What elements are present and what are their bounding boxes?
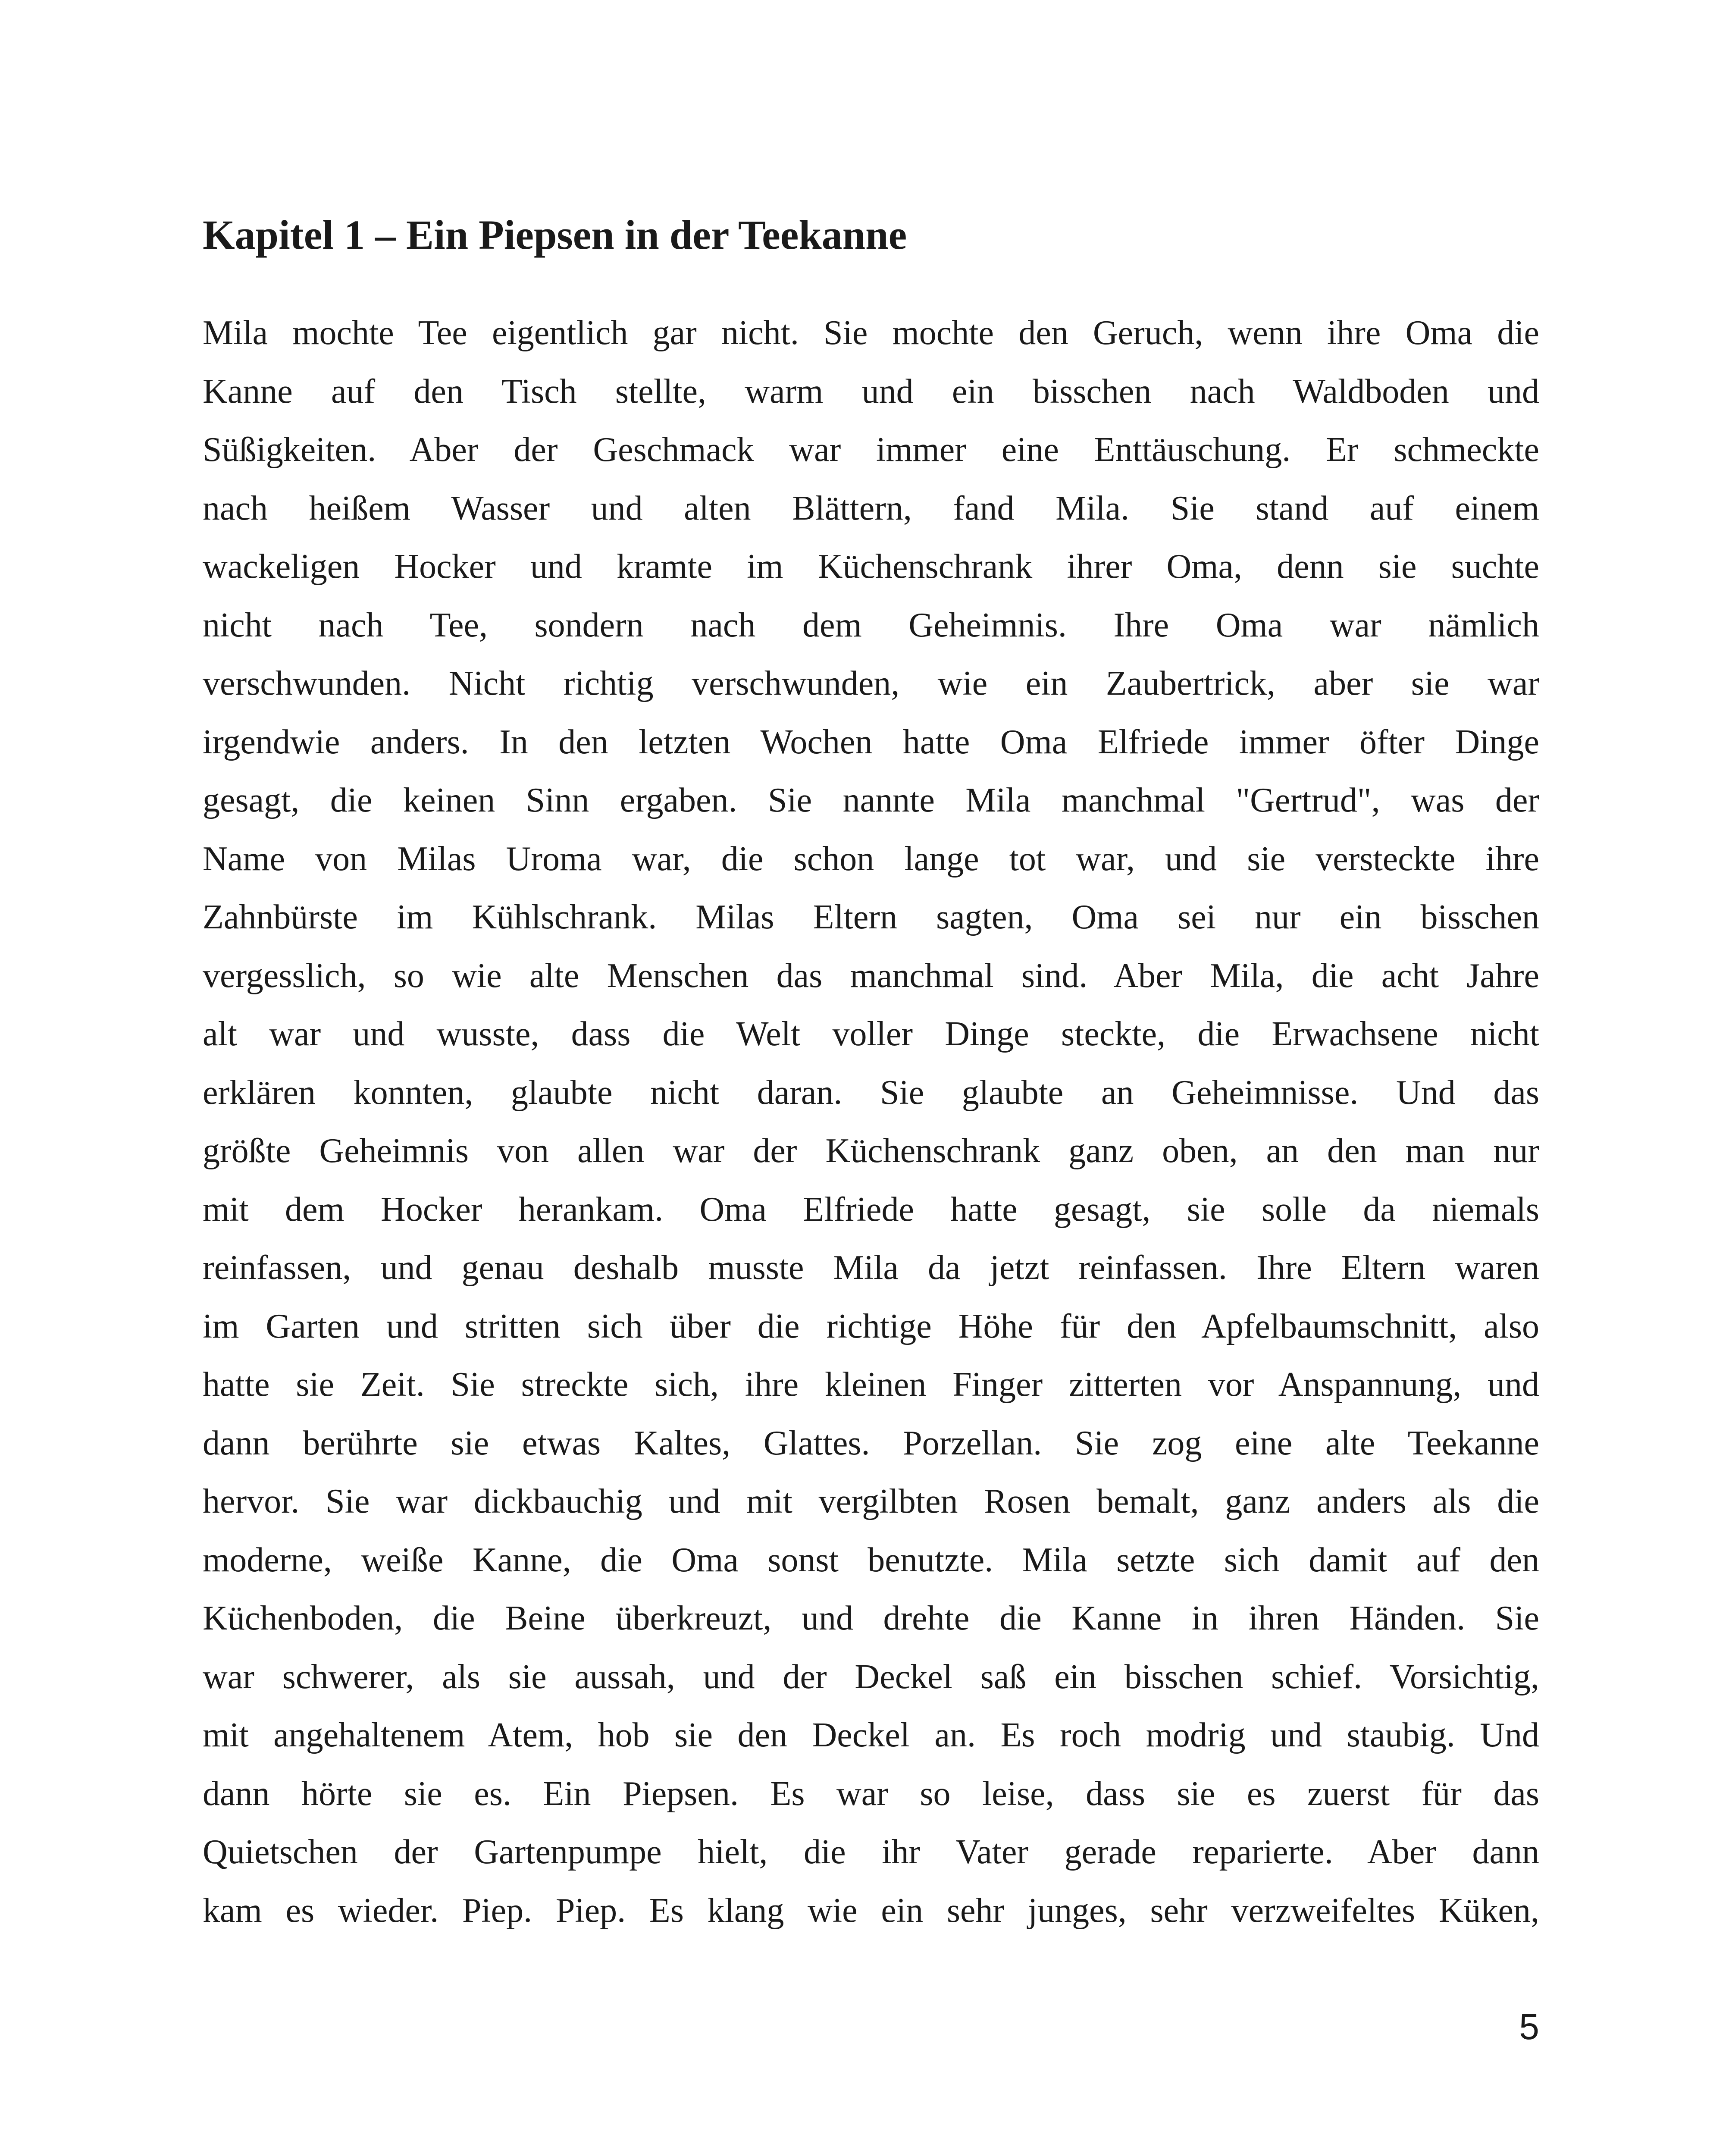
text-line: verschwunden. Nicht richtig verschwunden, wie ein Zaubertrick, aber sie war bbox=[203, 664, 1539, 702]
text-line: kam es wieder. Piep. Piep. Es klang wie ein sehr junges, sehr verzweifeltes Küken, bbox=[203, 1891, 1539, 1930]
text-line: hervor. Sie war dickbauchig und mit vergilbten Rosen bemalt, ganz anders als die bbox=[203, 1482, 1539, 1520]
text-line: Kanne auf den Tisch stellte, warm und ein bisschen nach Waldboden und bbox=[203, 372, 1539, 411]
text-line: irgendwie anders. In den letzten Wochen hatte Oma Elfriede immer öfter Dinge bbox=[203, 723, 1539, 761]
text-line: moderne, weiße Kanne, die Oma sonst benutzte. Mila setzte sich damit auf den bbox=[203, 1541, 1539, 1579]
text-line: nicht nach Tee, sondern nach dem Geheimnis. Ihre Oma war nämlich bbox=[203, 606, 1539, 644]
text-line: reinfassen, und genau deshalb musste Mila da jetzt reinfassen. Ihre Eltern waren bbox=[203, 1249, 1539, 1287]
text-line: dann berührte sie etwas Kaltes, Glattes. Porzellan. Sie zog eine alte Teekanne bbox=[203, 1424, 1539, 1462]
text-line: Name von Milas Uroma war, die schon lange tot war, und sie versteckte ihre bbox=[203, 840, 1539, 878]
text-line: hatte sie Zeit. Sie streckte sich, ihre kleinen Finger zitterten vor Anspannung, und bbox=[203, 1366, 1539, 1404]
text-line: größte Geheimnis von allen war der Küchenschrank ganz oben, an den man nur bbox=[203, 1132, 1539, 1170]
text-line: Quietschen der Gartenpumpe hielt, die ihr Vater gerade reparierte. Aber dann bbox=[203, 1833, 1539, 1871]
chapter-body bbox=[203, 304, 1539, 1940]
text-line: alt war und wusste, dass die Welt voller Dinge steckte, die Erwachsene nicht bbox=[203, 1015, 1539, 1053]
text-line: mit angehaltenem Atem, hob sie den Deckel an. Es roch modrig und staubig. Und bbox=[203, 1716, 1539, 1754]
text-line: wackeligen Hocker und kramte im Küchenschrank ihrer Oma, denn sie suchte bbox=[203, 548, 1539, 586]
text-line: nach heißem Wasser und alten Blättern, fand Mila. Sie stand auf einem bbox=[203, 489, 1539, 527]
text-line: gesagt, die keinen Sinn ergaben. Sie nannte Mila manchmal "Gertrud", was der bbox=[203, 781, 1539, 819]
text-line: dann hörte sie es. Ein Piepsen. Es war so leise, dass sie es zuerst für das bbox=[203, 1774, 1539, 1813]
text-line: Mila mochte Tee eigentlich gar nicht. Sie mochte den Geruch, wenn ihre Oma die bbox=[203, 314, 1539, 352]
chapter-title: Kapitel 1 – Ein Piepsen in der Teekanne bbox=[203, 212, 907, 258]
text-line: war schwerer, als sie aussah, und der Deckel saß ein bisschen schief. Vorsichtig, bbox=[203, 1658, 1539, 1696]
text-line: vergesslich, so wie alte Menschen das manchmal sind. Aber Mila, die acht Jahre bbox=[203, 956, 1539, 995]
text-line: Süßigkeiten. Aber der Geschmack war immer eine Enttäuschung. Er schmeckte bbox=[203, 431, 1539, 469]
text-line: Küchenboden, die Beine überkreuzt, und drehte die Kanne in ihren Händen. Sie bbox=[203, 1599, 1539, 1637]
text-line: mit dem Hocker herankam. Oma Elfriede hatte gesagt, sie solle da niemals bbox=[203, 1190, 1539, 1228]
page-number: 5 bbox=[1519, 2006, 1539, 2047]
text-line: im Garten und stritten sich über die richtige Höhe für den Apfelbaumschnitt, also bbox=[203, 1307, 1539, 1345]
text-line: Zahnbürste im Kühlschrank. Milas Eltern sagten, Oma sei nur ein bisschen bbox=[203, 898, 1539, 936]
text-line: erklären konnten, glaubte nicht daran. Sie glaubte an Geheimnisse. Und das bbox=[203, 1073, 1539, 1112]
